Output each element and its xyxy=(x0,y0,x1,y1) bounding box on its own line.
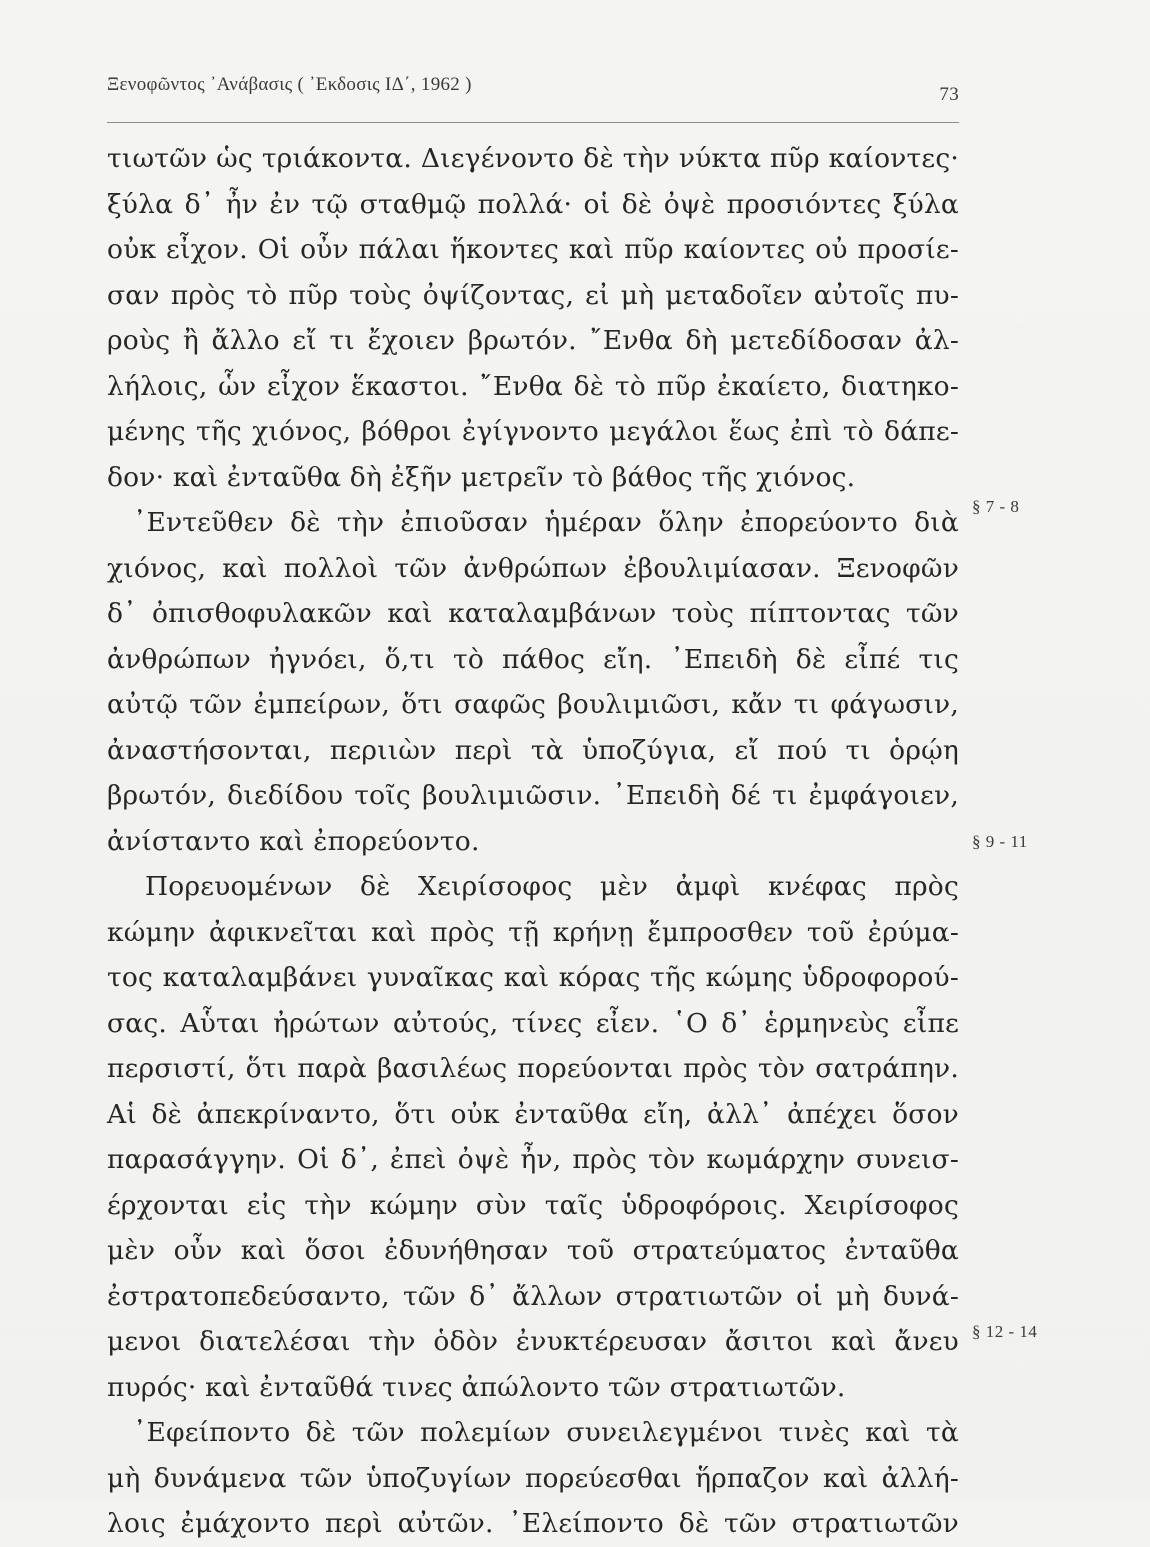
text-line: σας. Αὗται ἠρώτων αὐτούς, τίνες εἶεν. ῾Ο δ᾿ ἑρμηνεὺς εἶπε xyxy=(107,1007,959,1039)
text-line: δ᾿ ὀπισθοφυλακῶν καὶ καταλαμβάνων τοὺς πίπτοντας τῶν xyxy=(107,598,959,629)
text-line: Πορευομένων δὲ Χειρίσοφος μὲν ἀμφὶ κνέφας πρὸς xyxy=(145,871,959,902)
text-line: ἀνίσταντο καὶ ἐπορεύοντο. xyxy=(107,825,480,857)
running-head-title: Ξενοφῶντος ᾿Ανάβασις ( ᾿Εκδοσις ΙΔ΄, 1962 ) xyxy=(107,74,472,95)
text-line: ᾿Εφείποντο δὲ τῶν πολεμίων συνειλεγμένοι τινὲς καὶ τὰ xyxy=(133,1417,959,1448)
text-line: ἐστρατοπεδεύσαντο, τῶν δ᾿ ἄλλων στρατιωτῶν οἱ μὴ δυνά- xyxy=(107,1280,959,1312)
text-line: χιόνος, καὶ πολλοὶ τῶν ἀνθρώπων ἐβουλιμίασαν. Ξενοφῶν xyxy=(107,552,959,584)
margin-section-note: § 12 - 14 xyxy=(972,1322,1038,1341)
text-line: πυρός· καὶ ἐνταῦθά τινες ἀπώλοντο τῶν στρατιωτῶν. xyxy=(107,1371,846,1403)
text-line: περσιστί, ὅτι παρὰ βασιλέως πορεύονται πρὸς τὸν σατράπην. xyxy=(107,1053,959,1084)
text-line: αὐτῷ τῶν ἐμπείρων, ὅτι σαφῶς βουλιμιῶσι, κἄν τι φάγωσιν, xyxy=(107,689,959,720)
text-line: κώμην ἀφικνεῖται καὶ πρὸς τῇ κρήνῃ ἔμπροσθεν τοῦ ἐρύμα- xyxy=(107,916,959,948)
margin-section-note: § 7 - 8 xyxy=(972,497,1020,516)
text-line: λήλοις, ὧν εἶχον ἕκαστοι. ῎Ενθα δὲ τὸ πῦρ ἐκαίετο, διατηκο- xyxy=(107,370,959,402)
text-line: ἀναστήσονται, περιιὼν περὶ τὰ ὑποζύγια, εἴ πού τι ὁρῴη xyxy=(107,734,959,766)
text-line: Αἱ δὲ ἀπεκρίναντο, ὅτι οὐκ ἐνταῦθα εἴη, ἀλλ᾿ ἀπέχει ὅσον xyxy=(107,1098,959,1130)
margin-section-note: § 9 - 11 xyxy=(972,832,1028,851)
text-line: ξύλα δ᾿ ἦν ἐν τῷ σταθμῷ πολλά· οἱ δὲ ὀψὲ προσιόντες ξύλα xyxy=(107,188,959,220)
text-line: σαν πρὸς τὸ πῦρ τοὺς ὀψίζοντας, εἰ μὴ μεταδοῖεν αὐτοῖς πυ- xyxy=(107,279,959,311)
text-line: ἀνθρώπων ἠγνόει, ὅ,τι τὸ πάθος εἴη. ᾿Επειδὴ δὲ εἶπέ τις xyxy=(107,643,959,675)
text-line: βρωτόν, διεδίδου τοῖς βουλιμιῶσιν. ᾿Επειδὴ δέ τι ἐμφάγοιεν, xyxy=(107,780,959,811)
text-line: μὲν οὖν καὶ ὅσοι ἐδυνήθησαν τοῦ στρατεύματος ἐνταῦθα xyxy=(107,1235,959,1266)
text-line: τιωτῶν ὡς τριάκοντα. Διεγένοντο δὲ τὴν νύκτα πῦρ καίοντες· xyxy=(107,143,959,174)
text-line: οὐκ εἶχον. Οἱ οὖν πάλαι ἥκοντες καὶ πῦρ καίοντες οὐ προσίε- xyxy=(107,234,959,265)
text-line: παρασάγγην. Οἱ δ᾿, ἐπεὶ ὀψὲ ἦν, πρὸς τὸν κωμάρχην συνεισ- xyxy=(107,1144,959,1175)
header-rule xyxy=(107,122,959,123)
text-line: μενοι διατελέσαι τὴν ὁδὸν ἐνυκτέρευσαν ἄσιτοι καὶ ἄνευ xyxy=(107,1326,959,1357)
body-text xyxy=(107,136,959,1547)
text-line: λοις ἐμάχοντο περὶ αὐτῶν. ᾿Ελείποντο δὲ τῶν στρατιωτῶν xyxy=(107,1508,959,1539)
text-line: δον· καὶ ἐνταῦθα δὴ ἐξῆν μετρεῖν τὸ βάθος τῆς χιόνος. xyxy=(107,461,856,493)
text-line: έρχονται εἰς τὴν κώμην σὺν ταῖς ὑδροφόροις. Χειρίσοφος xyxy=(107,1189,959,1221)
text-line: μὴ δυνάμενα τῶν ὑποζυγίων πορεύεσθαι ἥρπαζον καὶ ἀλλή- xyxy=(107,1462,959,1494)
page-number: 73 xyxy=(939,84,959,105)
text-line: ᾿Εντεῦθεν δὲ τὴν ἐπιοῦσαν ἡμέραν ὅλην ἐπορεύοντο διὰ xyxy=(133,507,959,538)
text-line: ροὺς ἢ ἄλλο εἴ τι ἔχοιεν βρωτόν. ῎Ενθα δὴ μετεδίδοσαν ἀλ- xyxy=(107,325,959,356)
text-line: τος καταλαμβάνει γυναῖκας καὶ κόρας τῆς κώμης ὑδροφορού- xyxy=(107,962,959,993)
running-head xyxy=(107,74,959,104)
text-line: μένης τῆς χιόνος, βόθροι ἐγίγνοντο μεγάλοι ἕως ἐπὶ τὸ δάπε- xyxy=(107,416,959,447)
